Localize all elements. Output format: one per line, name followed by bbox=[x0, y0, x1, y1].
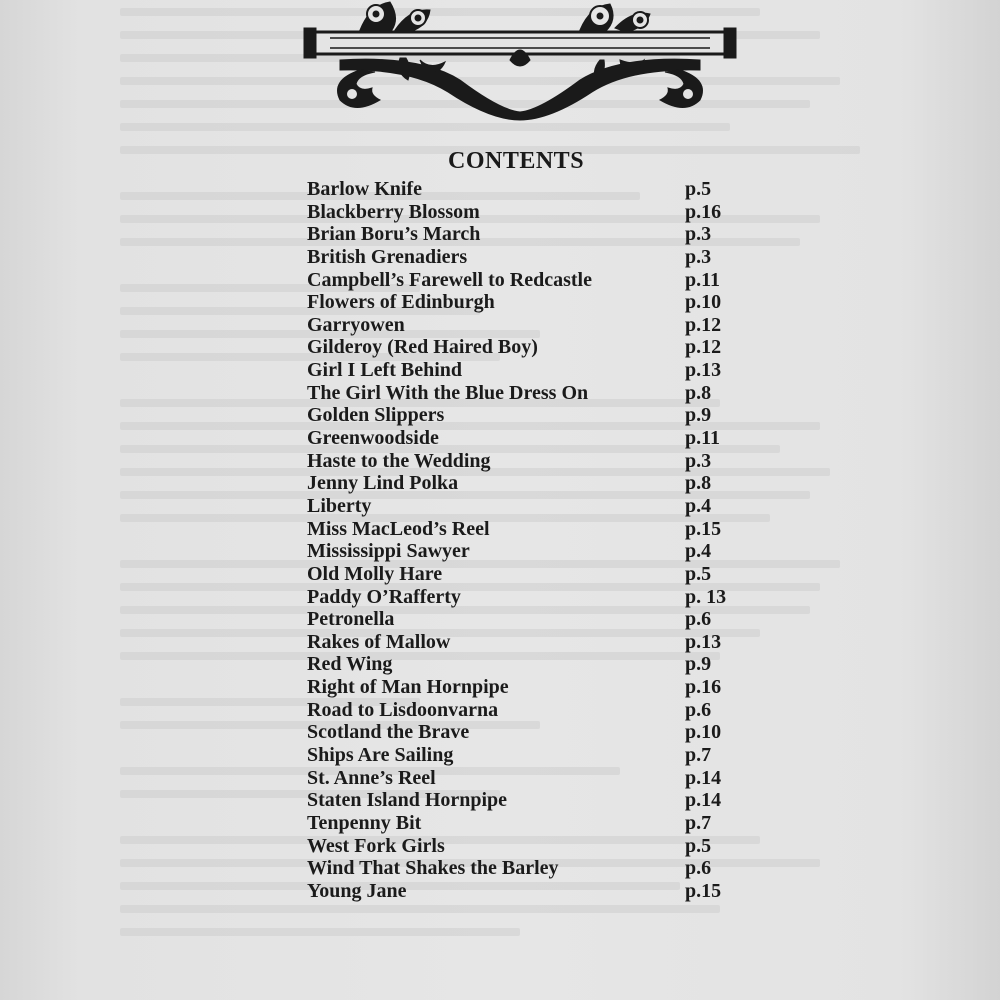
toc-entry bbox=[307, 563, 767, 586]
toc-entry-page: p.16 bbox=[685, 676, 722, 699]
toc-entry bbox=[307, 178, 767, 201]
toc-entry-page: p.14 bbox=[685, 789, 722, 812]
toc-entry bbox=[307, 450, 767, 473]
toc-entry bbox=[307, 382, 767, 405]
toc-entry-title: Young Jane bbox=[307, 879, 407, 902]
floral-scroll-ornament-icon bbox=[300, 0, 740, 122]
toc-entry bbox=[307, 653, 767, 676]
toc-entry-page: p.9 bbox=[685, 653, 712, 676]
toc-entry-title: Road to Lisdoonvarna bbox=[307, 698, 499, 721]
toc-entry-page: p.4 bbox=[685, 540, 712, 563]
toc-entry-page: p.16 bbox=[685, 200, 722, 223]
toc-entry-title: Haste to the Wedding bbox=[307, 449, 491, 472]
toc-entry-title: Petronella bbox=[307, 608, 395, 631]
toc-entry-page: p.8 bbox=[685, 381, 712, 404]
toc-entry-page: p.8 bbox=[685, 472, 712, 495]
toc-entry bbox=[307, 291, 767, 314]
toc-entry bbox=[307, 608, 767, 631]
toc-entry-title: Flowers of Edinburgh bbox=[307, 291, 495, 314]
toc-entry bbox=[307, 246, 767, 269]
toc-entry-title: Right of Man Hornpipe bbox=[307, 676, 509, 699]
toc-entry-page: p.10 bbox=[685, 721, 722, 744]
toc-entry-title: Mississippi Sawyer bbox=[307, 540, 470, 563]
toc-entry-page: p.7 bbox=[685, 744, 712, 767]
toc-entry-page: p.3 bbox=[685, 245, 712, 268]
toc-entry bbox=[307, 495, 767, 518]
toc-entry-title: Campbell’s Farewell to Redcastle bbox=[307, 268, 592, 291]
toc-entry-page: p.5 bbox=[685, 178, 712, 200]
toc-entry-page: p.9 bbox=[685, 404, 712, 427]
toc-entry bbox=[307, 314, 767, 337]
toc-entry-page: p. 13 bbox=[685, 585, 727, 608]
toc-entry-page: p.15 bbox=[685, 879, 722, 902]
toc-entry-page: p.15 bbox=[685, 517, 722, 540]
toc-entry-page: p.5 bbox=[685, 562, 712, 585]
table-of-contents bbox=[307, 178, 767, 903]
toc-entry bbox=[307, 631, 767, 654]
toc-entry-page: p.11 bbox=[685, 427, 721, 450]
toc-entry-title: Ships Are Sailing bbox=[307, 744, 454, 767]
toc-entry bbox=[307, 223, 767, 246]
toc-entry-page: p.10 bbox=[685, 291, 722, 314]
toc-entry-page: p.3 bbox=[685, 223, 712, 246]
toc-entry bbox=[307, 336, 767, 359]
toc-entry bbox=[307, 518, 767, 541]
toc-entry bbox=[307, 404, 767, 427]
toc-entry-title: Old Molly Hare bbox=[307, 562, 443, 585]
toc-entry-title: Brian Boru’s March bbox=[307, 223, 481, 246]
toc-entry bbox=[307, 269, 767, 292]
toc-entry-title: Blackberry Blossom bbox=[307, 200, 480, 223]
toc-entry-title: Wind That Shakes the Barley bbox=[307, 857, 559, 880]
toc-entry-page: p.6 bbox=[685, 608, 712, 631]
toc-entry bbox=[307, 201, 767, 224]
toc-entry-page: p.6 bbox=[685, 698, 712, 721]
toc-entry bbox=[307, 880, 767, 903]
toc-entry-page: p.14 bbox=[685, 766, 722, 789]
toc-entry-title: Tenpenny Bit bbox=[307, 811, 422, 834]
toc-entry-title: St. Anne’s Reel bbox=[307, 766, 436, 789]
toc-entry bbox=[307, 767, 767, 790]
toc-entry-page: p.11 bbox=[685, 268, 721, 291]
toc-entry bbox=[307, 676, 767, 699]
toc-entry-page: p.7 bbox=[685, 811, 712, 834]
toc-entry bbox=[307, 857, 767, 880]
toc-entry-page: p.5 bbox=[685, 834, 712, 857]
toc-entry bbox=[307, 744, 767, 767]
page-title: CONTENTS bbox=[448, 148, 585, 174]
toc-entry-page: p.13 bbox=[685, 630, 722, 653]
toc-entry-title: The Girl With the Blue Dress On bbox=[307, 381, 589, 404]
toc-entry bbox=[307, 789, 767, 812]
bleed-line bbox=[120, 920, 880, 943]
toc-entry-title: British Grenadiers bbox=[307, 245, 468, 268]
toc-entry-page: p.12 bbox=[685, 336, 722, 359]
toc-entry-title: Girl I Left Behind bbox=[307, 359, 463, 382]
toc-entry-title: Garryowen bbox=[307, 313, 405, 336]
toc-entry-page: p.3 bbox=[685, 449, 712, 472]
toc-entry-title: Red Wing bbox=[307, 653, 393, 676]
toc-entry-page: p.4 bbox=[685, 494, 712, 517]
toc-entry-title: Rakes of Mallow bbox=[307, 630, 451, 653]
toc-entry bbox=[307, 472, 767, 495]
toc-entry bbox=[307, 721, 767, 744]
toc-entry-title: Jenny Lind Polka bbox=[307, 472, 459, 495]
toc-entry-title: Gilderoy (Red Haired Boy) bbox=[307, 336, 538, 359]
toc-entry-title: Golden Slippers bbox=[307, 404, 445, 427]
toc-entry-title: West Fork Girls bbox=[307, 834, 445, 857]
toc-entry bbox=[307, 835, 767, 858]
toc-entry-page: p.12 bbox=[685, 313, 722, 336]
bleed-line bbox=[120, 943, 880, 966]
toc-entry-title: Greenwoodside bbox=[307, 427, 439, 450]
toc-entry-title: Scotland the Brave bbox=[307, 721, 470, 744]
toc-entry-title: Liberty bbox=[307, 494, 372, 517]
toc-entry bbox=[307, 427, 767, 450]
toc-entry-page: p.13 bbox=[685, 359, 722, 382]
toc-entry bbox=[307, 812, 767, 835]
toc-entry-title: Barlow Knife bbox=[307, 178, 422, 200]
toc-entry-page: p.6 bbox=[685, 857, 712, 880]
toc-entry bbox=[307, 586, 767, 609]
toc-entry-title: Miss MacLeod’s Reel bbox=[307, 517, 490, 540]
toc-entry bbox=[307, 359, 767, 382]
toc-entry bbox=[307, 699, 767, 722]
toc-entry bbox=[307, 540, 767, 563]
toc-entry-title: Staten Island Hornpipe bbox=[307, 789, 508, 812]
toc-entry-title: Paddy O’Rafferty bbox=[307, 585, 461, 608]
